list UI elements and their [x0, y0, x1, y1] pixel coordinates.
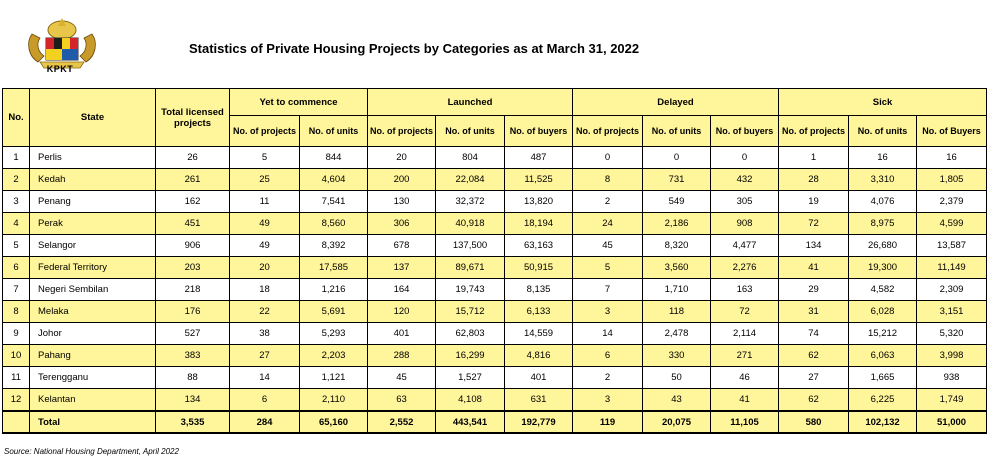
total-licensed: 3,535 [156, 411, 230, 433]
row-sick-projects: 72 [779, 213, 849, 235]
source-note: Source: National Housing Department, April 2022 [4, 447, 179, 456]
row-sick-projects: 28 [779, 169, 849, 191]
table-row [3, 147, 987, 169]
table-row [3, 279, 987, 301]
row-sick-units: 6,063 [849, 345, 917, 367]
row-yet-units: 1,121 [300, 367, 368, 389]
row-state: Perak [30, 213, 156, 235]
row-delayed-projects: 8 [573, 169, 643, 191]
subheader-sick-projects: No. of projects [779, 116, 849, 147]
row-yet-units: 7,541 [300, 191, 368, 213]
row-no: 9 [3, 323, 30, 345]
row-delayed-units: 1,710 [643, 279, 711, 301]
row-delayed-units: 43 [643, 389, 711, 412]
row-yet-units: 4,604 [300, 169, 368, 191]
table-row [3, 323, 987, 345]
row-sick-units: 19,300 [849, 257, 917, 279]
row-delayed-projects: 24 [573, 213, 643, 235]
logo-caption: KPKT [46, 64, 74, 74]
row-delayed-units: 0 [643, 147, 711, 169]
row-sick-projects: 31 [779, 301, 849, 323]
row-launched-projects: 401 [368, 323, 436, 345]
total-no [3, 411, 30, 433]
row-sick-units: 15,212 [849, 323, 917, 345]
subheader-yet-units: No. of units [300, 116, 368, 147]
row-launched-buyers: 18,194 [505, 213, 573, 235]
row-launched-buyers: 50,915 [505, 257, 573, 279]
row-delayed-buyers: 0 [711, 147, 779, 169]
row-no: 11 [3, 367, 30, 389]
row-launched-projects: 200 [368, 169, 436, 191]
row-state: Kedah [30, 169, 156, 191]
row-delayed-units: 118 [643, 301, 711, 323]
row-launched-units: 16,299 [436, 345, 505, 367]
row-total-licensed: 261 [156, 169, 230, 191]
row-launched-units: 62,803 [436, 323, 505, 345]
row-yet-units: 844 [300, 147, 368, 169]
row-sick-units: 8,975 [849, 213, 917, 235]
row-sick-units: 6,028 [849, 301, 917, 323]
row-delayed-units: 330 [643, 345, 711, 367]
row-yet-units: 8,560 [300, 213, 368, 235]
row-delayed-projects: 5 [573, 257, 643, 279]
row-delayed-buyers: 271 [711, 345, 779, 367]
row-delayed-units: 549 [643, 191, 711, 213]
row-total-licensed: 134 [156, 389, 230, 412]
row-total-licensed: 451 [156, 213, 230, 235]
row-launched-units: 137,500 [436, 235, 505, 257]
total-launched-units: 443,541 [436, 411, 505, 433]
header-yet-to-commence: Yet to commence [230, 89, 368, 116]
row-state: Negeri Sembilan [30, 279, 156, 301]
row-sick-units: 1,665 [849, 367, 917, 389]
row-no: 7 [3, 279, 30, 301]
subheader-sick-buyers: No. of Buyers [917, 116, 987, 147]
header-no: No. [3, 89, 30, 147]
table-row [3, 235, 987, 257]
row-delayed-projects: 2 [573, 191, 643, 213]
row-delayed-projects: 14 [573, 323, 643, 345]
row-sick-projects: 74 [779, 323, 849, 345]
subheader-launched-projects: No. of projects [368, 116, 436, 147]
row-no: 8 [3, 301, 30, 323]
row-launched-units: 15,712 [436, 301, 505, 323]
row-launched-projects: 130 [368, 191, 436, 213]
row-launched-units: 89,671 [436, 257, 505, 279]
row-total-licensed: 176 [156, 301, 230, 323]
row-total-licensed: 162 [156, 191, 230, 213]
table-row [3, 389, 987, 412]
row-launched-units: 40,918 [436, 213, 505, 235]
row-delayed-units: 8,320 [643, 235, 711, 257]
row-sick-buyers: 1,749 [917, 389, 987, 412]
subheader-launched-buyers: No. of buyers [505, 116, 573, 147]
row-delayed-projects: 45 [573, 235, 643, 257]
row-state: Penang [30, 191, 156, 213]
row-state: Kelantan [30, 389, 156, 412]
row-yet-projects: 25 [230, 169, 300, 191]
row-launched-buyers: 11,525 [505, 169, 573, 191]
total-yet-projects: 284 [230, 411, 300, 433]
row-launched-units: 19,743 [436, 279, 505, 301]
row-yet-units: 2,110 [300, 389, 368, 412]
row-launched-units: 32,372 [436, 191, 505, 213]
total-sick-buyers: 51,000 [917, 411, 987, 433]
row-delayed-projects: 6 [573, 345, 643, 367]
row-no: 1 [3, 147, 30, 169]
row-delayed-buyers: 4,477 [711, 235, 779, 257]
total-yet-units: 65,160 [300, 411, 368, 433]
row-state: Federal Territory [30, 257, 156, 279]
row-sick-buyers: 11,149 [917, 257, 987, 279]
row-launched-buyers: 4,816 [505, 345, 573, 367]
row-total-licensed: 88 [156, 367, 230, 389]
row-yet-projects: 20 [230, 257, 300, 279]
row-no: 10 [3, 345, 30, 367]
row-sick-projects: 1 [779, 147, 849, 169]
row-state: Perlis [30, 147, 156, 169]
row-sick-projects: 29 [779, 279, 849, 301]
row-yet-units: 5,691 [300, 301, 368, 323]
table-row [3, 367, 987, 389]
header-delayed: Delayed [573, 89, 779, 116]
row-sick-projects: 27 [779, 367, 849, 389]
row-launched-projects: 63 [368, 389, 436, 412]
row-delayed-units: 2,478 [643, 323, 711, 345]
row-sick-projects: 62 [779, 345, 849, 367]
row-sick-units: 6,225 [849, 389, 917, 412]
row-no: 12 [3, 389, 30, 412]
subheader-delayed-units: No. of units [643, 116, 711, 147]
row-launched-projects: 137 [368, 257, 436, 279]
row-sick-units: 26,680 [849, 235, 917, 257]
row-yet-projects: 49 [230, 213, 300, 235]
row-sick-buyers: 2,309 [917, 279, 987, 301]
row-delayed-buyers: 432 [711, 169, 779, 191]
row-launched-projects: 288 [368, 345, 436, 367]
total-label: Total [30, 411, 156, 433]
total-launched-projects: 2,552 [368, 411, 436, 433]
row-total-licensed: 203 [156, 257, 230, 279]
row-delayed-projects: 7 [573, 279, 643, 301]
subheader-launched-units: No. of units [436, 116, 505, 147]
row-state: Selangor [30, 235, 156, 257]
table-body [3, 147, 987, 412]
header-launched: Launched [368, 89, 573, 116]
total-launched-buyers: 192,779 [505, 411, 573, 433]
subheader-delayed-buyers: No. of buyers [711, 116, 779, 147]
table-row [3, 301, 987, 323]
row-yet-projects: 22 [230, 301, 300, 323]
total-delayed-units: 20,075 [643, 411, 711, 433]
row-yet-units: 5,293 [300, 323, 368, 345]
row-launched-buyers: 487 [505, 147, 573, 169]
row-delayed-buyers: 908 [711, 213, 779, 235]
row-launched-units: 804 [436, 147, 505, 169]
row-yet-projects: 38 [230, 323, 300, 345]
row-delayed-units: 2,186 [643, 213, 711, 235]
row-sick-buyers: 3,998 [917, 345, 987, 367]
row-delayed-units: 3,560 [643, 257, 711, 279]
row-yet-projects: 6 [230, 389, 300, 412]
row-launched-projects: 45 [368, 367, 436, 389]
row-no: 4 [3, 213, 30, 235]
page-title: Statistics of Private Housing Projects by Categories as at March 31, 2022 [189, 41, 640, 56]
table-row [3, 191, 987, 213]
row-sick-buyers: 938 [917, 367, 987, 389]
row-sick-buyers: 1,805 [917, 169, 987, 191]
row-delayed-buyers: 163 [711, 279, 779, 301]
row-launched-buyers: 63,163 [505, 235, 573, 257]
row-total-licensed: 383 [156, 345, 230, 367]
row-sick-buyers: 13,587 [917, 235, 987, 257]
row-launched-units: 4,108 [436, 389, 505, 412]
row-total-licensed: 218 [156, 279, 230, 301]
row-sick-buyers: 4,599 [917, 213, 987, 235]
header-sick: Sick [779, 89, 987, 116]
header-total-licensed: Total licensed projects [156, 89, 230, 147]
row-launched-projects: 120 [368, 301, 436, 323]
row-launched-buyers: 401 [505, 367, 573, 389]
row-no: 3 [3, 191, 30, 213]
total-sick-units: 102,132 [849, 411, 917, 433]
row-yet-units: 17,585 [300, 257, 368, 279]
row-launched-buyers: 631 [505, 389, 573, 412]
row-launched-buyers: 8,135 [505, 279, 573, 301]
table-row [3, 345, 987, 367]
row-sick-units: 16 [849, 147, 917, 169]
row-delayed-buyers: 46 [711, 367, 779, 389]
row-launched-buyers: 6,133 [505, 301, 573, 323]
total-sick-projects: 580 [779, 411, 849, 433]
row-total-licensed: 906 [156, 235, 230, 257]
row-state: Terengganu [30, 367, 156, 389]
row-yet-projects: 11 [230, 191, 300, 213]
header-state: State [30, 89, 156, 147]
row-launched-projects: 306 [368, 213, 436, 235]
row-sick-projects: 41 [779, 257, 849, 279]
row-state: Melaka [30, 301, 156, 323]
row-sick-projects: 19 [779, 191, 849, 213]
row-sick-buyers: 2,379 [917, 191, 987, 213]
row-delayed-projects: 3 [573, 389, 643, 412]
row-no: 5 [3, 235, 30, 257]
table-row [3, 213, 987, 235]
subheader-delayed-projects: No. of projects [573, 116, 643, 147]
row-yet-units: 2,203 [300, 345, 368, 367]
row-yet-projects: 27 [230, 345, 300, 367]
table-row [3, 257, 987, 279]
row-sick-units: 4,582 [849, 279, 917, 301]
row-delayed-projects: 3 [573, 301, 643, 323]
total-delayed-projects: 119 [573, 411, 643, 433]
table-row [3, 169, 987, 191]
row-sick-units: 3,310 [849, 169, 917, 191]
row-sick-buyers: 5,320 [917, 323, 987, 345]
row-delayed-buyers: 305 [711, 191, 779, 213]
row-yet-units: 8,392 [300, 235, 368, 257]
total-delayed-buyers: 11,105 [711, 411, 779, 433]
subheader-sick-units: No. of units [849, 116, 917, 147]
row-delayed-units: 50 [643, 367, 711, 389]
row-delayed-projects: 0 [573, 147, 643, 169]
row-delayed-buyers: 2,276 [711, 257, 779, 279]
row-state: Johor [30, 323, 156, 345]
row-delayed-units: 731 [643, 169, 711, 191]
row-sick-buyers: 3,151 [917, 301, 987, 323]
row-delayed-projects: 2 [573, 367, 643, 389]
row-sick-units: 4,076 [849, 191, 917, 213]
row-yet-projects: 5 [230, 147, 300, 169]
row-yet-projects: 18 [230, 279, 300, 301]
row-delayed-buyers: 2,114 [711, 323, 779, 345]
row-sick-projects: 62 [779, 389, 849, 412]
subheader-yet-projects: No. of projects [230, 116, 300, 147]
row-no: 2 [3, 169, 30, 191]
row-sick-buyers: 16 [917, 147, 987, 169]
row-no: 6 [3, 257, 30, 279]
row-launched-projects: 20 [368, 147, 436, 169]
row-yet-projects: 14 [230, 367, 300, 389]
housing-statistics-table [2, 88, 987, 434]
row-launched-units: 22,084 [436, 169, 505, 191]
row-state: Pahang [30, 345, 156, 367]
row-launched-projects: 164 [368, 279, 436, 301]
row-sick-projects: 134 [779, 235, 849, 257]
row-total-licensed: 26 [156, 147, 230, 169]
row-delayed-buyers: 72 [711, 301, 779, 323]
row-yet-units: 1,216 [300, 279, 368, 301]
row-delayed-buyers: 41 [711, 389, 779, 412]
total-row [3, 411, 987, 433]
row-launched-units: 1,527 [436, 367, 505, 389]
row-total-licensed: 527 [156, 323, 230, 345]
row-yet-projects: 49 [230, 235, 300, 257]
row-launched-projects: 678 [368, 235, 436, 257]
row-launched-buyers: 13,820 [505, 191, 573, 213]
row-launched-buyers: 14,559 [505, 323, 573, 345]
